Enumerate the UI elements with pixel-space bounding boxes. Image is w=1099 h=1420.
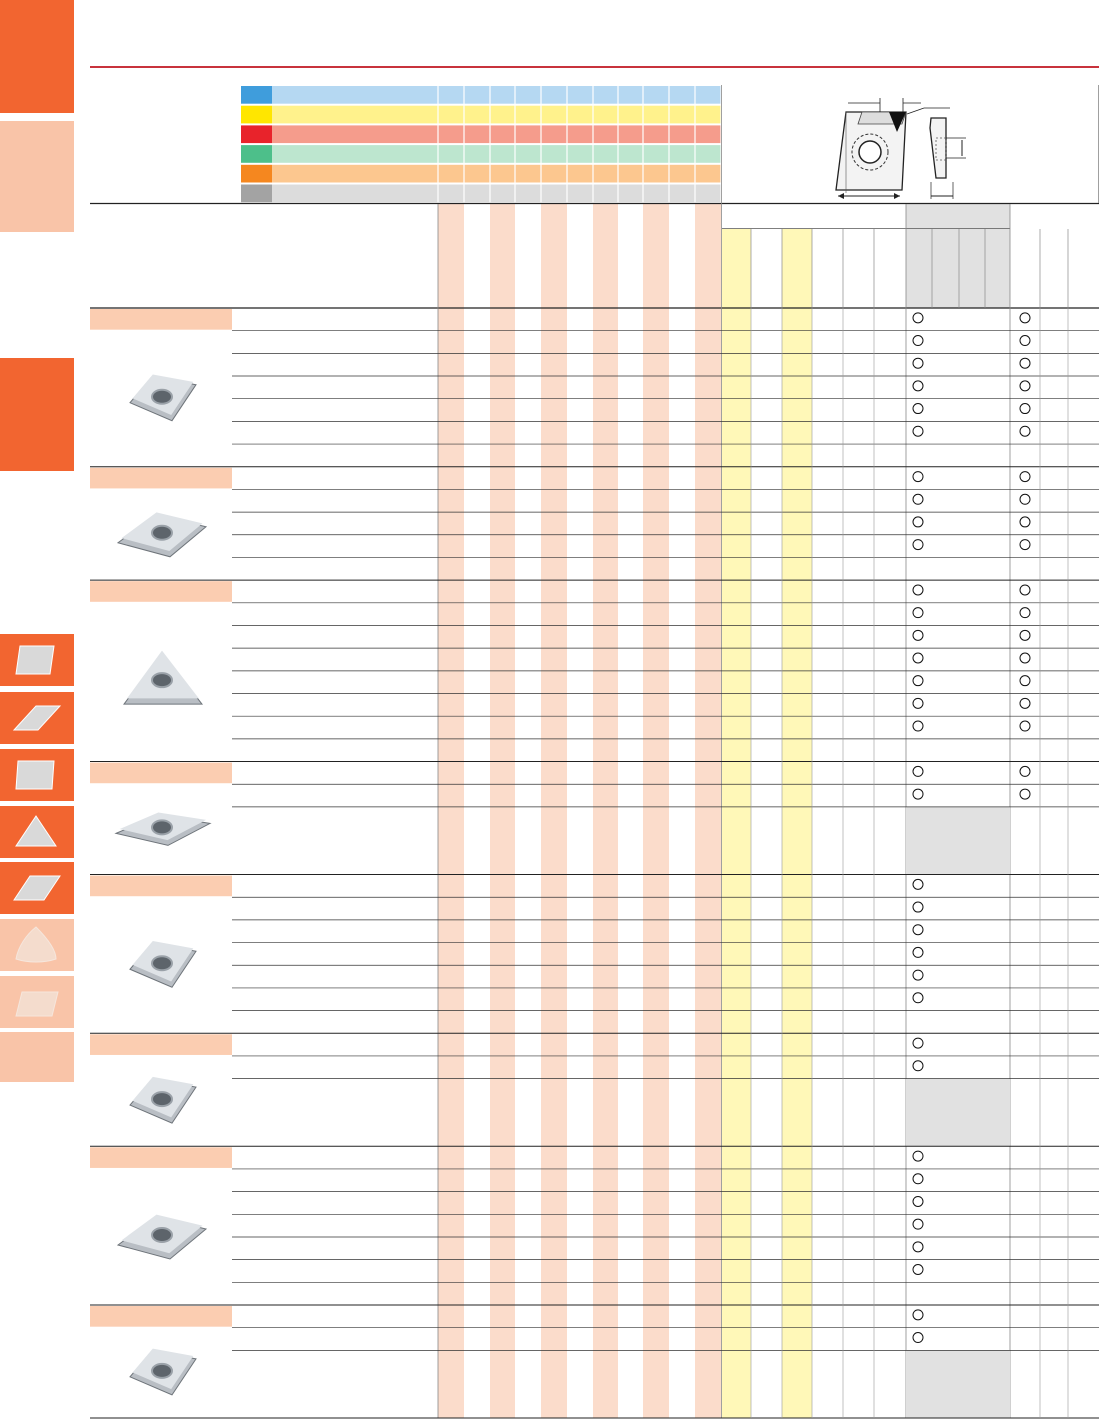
availability-mark <box>1020 426 1030 436</box>
grade-column-stripe <box>438 204 464 1418</box>
availability-mark <box>913 472 923 482</box>
availability-mark <box>913 1310 923 1320</box>
availability-mark <box>1020 404 1030 414</box>
availability-mark <box>1020 766 1030 776</box>
legend-swatch <box>241 106 272 124</box>
availability-mark <box>913 1264 923 1274</box>
availability-mark <box>913 925 923 935</box>
legend-swatch <box>241 86 272 104</box>
legend-swatch <box>241 125 272 143</box>
grade-column-stripe <box>490 204 515 1418</box>
availability-mark <box>913 1333 923 1343</box>
insert-photo <box>130 374 196 420</box>
availability-mark <box>913 426 923 436</box>
series-label-bar <box>90 309 232 330</box>
availability-mark <box>913 1038 923 1048</box>
availability-mark <box>913 358 923 368</box>
insert-photo <box>116 813 210 846</box>
gray-empty-cell <box>906 1350 1010 1418</box>
insert-dimension-diagram <box>836 98 966 199</box>
insert-photo <box>130 941 196 987</box>
series-label-bar <box>90 1034 232 1055</box>
availability-mark <box>1020 517 1030 527</box>
availability-mark <box>1020 721 1030 731</box>
availability-mark <box>1020 676 1030 686</box>
availability-mark <box>1020 313 1030 323</box>
availability-mark <box>913 336 923 346</box>
availability-mark <box>913 766 923 776</box>
availability-mark <box>913 1196 923 1206</box>
availability-mark <box>913 947 923 957</box>
availability-mark <box>1020 494 1030 504</box>
availability-mark <box>913 653 923 663</box>
series-label-bar <box>90 1147 232 1168</box>
availability-mark <box>1020 472 1030 482</box>
legend-bar <box>272 106 721 124</box>
availability-mark <box>913 540 923 550</box>
legend-bar <box>272 145 721 163</box>
insert-hole <box>859 141 881 163</box>
availability-mark <box>1020 358 1030 368</box>
insert-photo <box>130 1349 196 1395</box>
availability-mark <box>1020 336 1030 346</box>
grade-column-stripe <box>643 204 669 1418</box>
insert-photo <box>124 651 202 705</box>
grade-column-stripe <box>695 204 721 1418</box>
availability-mark <box>913 381 923 391</box>
legend-bar <box>272 86 721 104</box>
gray-header-block <box>906 204 1010 308</box>
legend-bar <box>272 185 721 203</box>
availability-mark <box>1020 608 1030 618</box>
availability-mark <box>913 630 923 640</box>
availability-mark <box>913 970 923 980</box>
availability-mark <box>913 789 923 799</box>
availability-mark <box>913 608 923 618</box>
availability-mark <box>913 404 923 414</box>
availability-mark <box>913 1174 923 1184</box>
grade-column-stripe <box>541 204 567 1418</box>
availability-mark <box>913 721 923 731</box>
insert-photo <box>130 1077 196 1123</box>
availability-mark <box>913 313 923 323</box>
availability-mark <box>1020 381 1030 391</box>
yellow-column-stripe <box>722 229 751 1418</box>
gray-empty-cell <box>906 1079 1010 1147</box>
series-label-bar <box>90 763 232 784</box>
availability-mark <box>913 494 923 504</box>
gray-empty-cell <box>906 807 1010 875</box>
grade-column-stripe <box>593 204 618 1418</box>
availability-mark <box>1020 698 1030 708</box>
availability-mark <box>913 902 923 912</box>
legend-bar <box>272 165 721 183</box>
availability-mark <box>1020 585 1030 595</box>
legend-bar <box>272 125 721 143</box>
yellow-column-stripe <box>782 229 812 1418</box>
legend-swatch <box>241 185 272 203</box>
availability-mark <box>913 879 923 889</box>
series-label-bar <box>90 1306 232 1327</box>
availability-mark <box>913 1242 923 1252</box>
availability-mark <box>913 1151 923 1161</box>
availability-mark <box>1020 630 1030 640</box>
insert-photo <box>118 1215 206 1259</box>
availability-mark <box>1020 789 1030 799</box>
availability-mark <box>913 698 923 708</box>
insert-side-view <box>930 118 946 178</box>
legend-swatch <box>241 145 272 163</box>
series-label-bar <box>90 581 232 602</box>
insert-photo <box>118 512 206 556</box>
availability-mark <box>1020 653 1030 663</box>
series-label-bar <box>90 876 232 897</box>
availability-mark <box>913 1219 923 1229</box>
availability-mark <box>913 993 923 1003</box>
availability-mark <box>1020 540 1030 550</box>
availability-mark <box>913 1061 923 1071</box>
availability-mark <box>913 517 923 527</box>
legend-swatch <box>241 165 272 183</box>
availability-mark <box>913 676 923 686</box>
availability-mark <box>913 585 923 595</box>
series-label-bar <box>90 468 232 489</box>
